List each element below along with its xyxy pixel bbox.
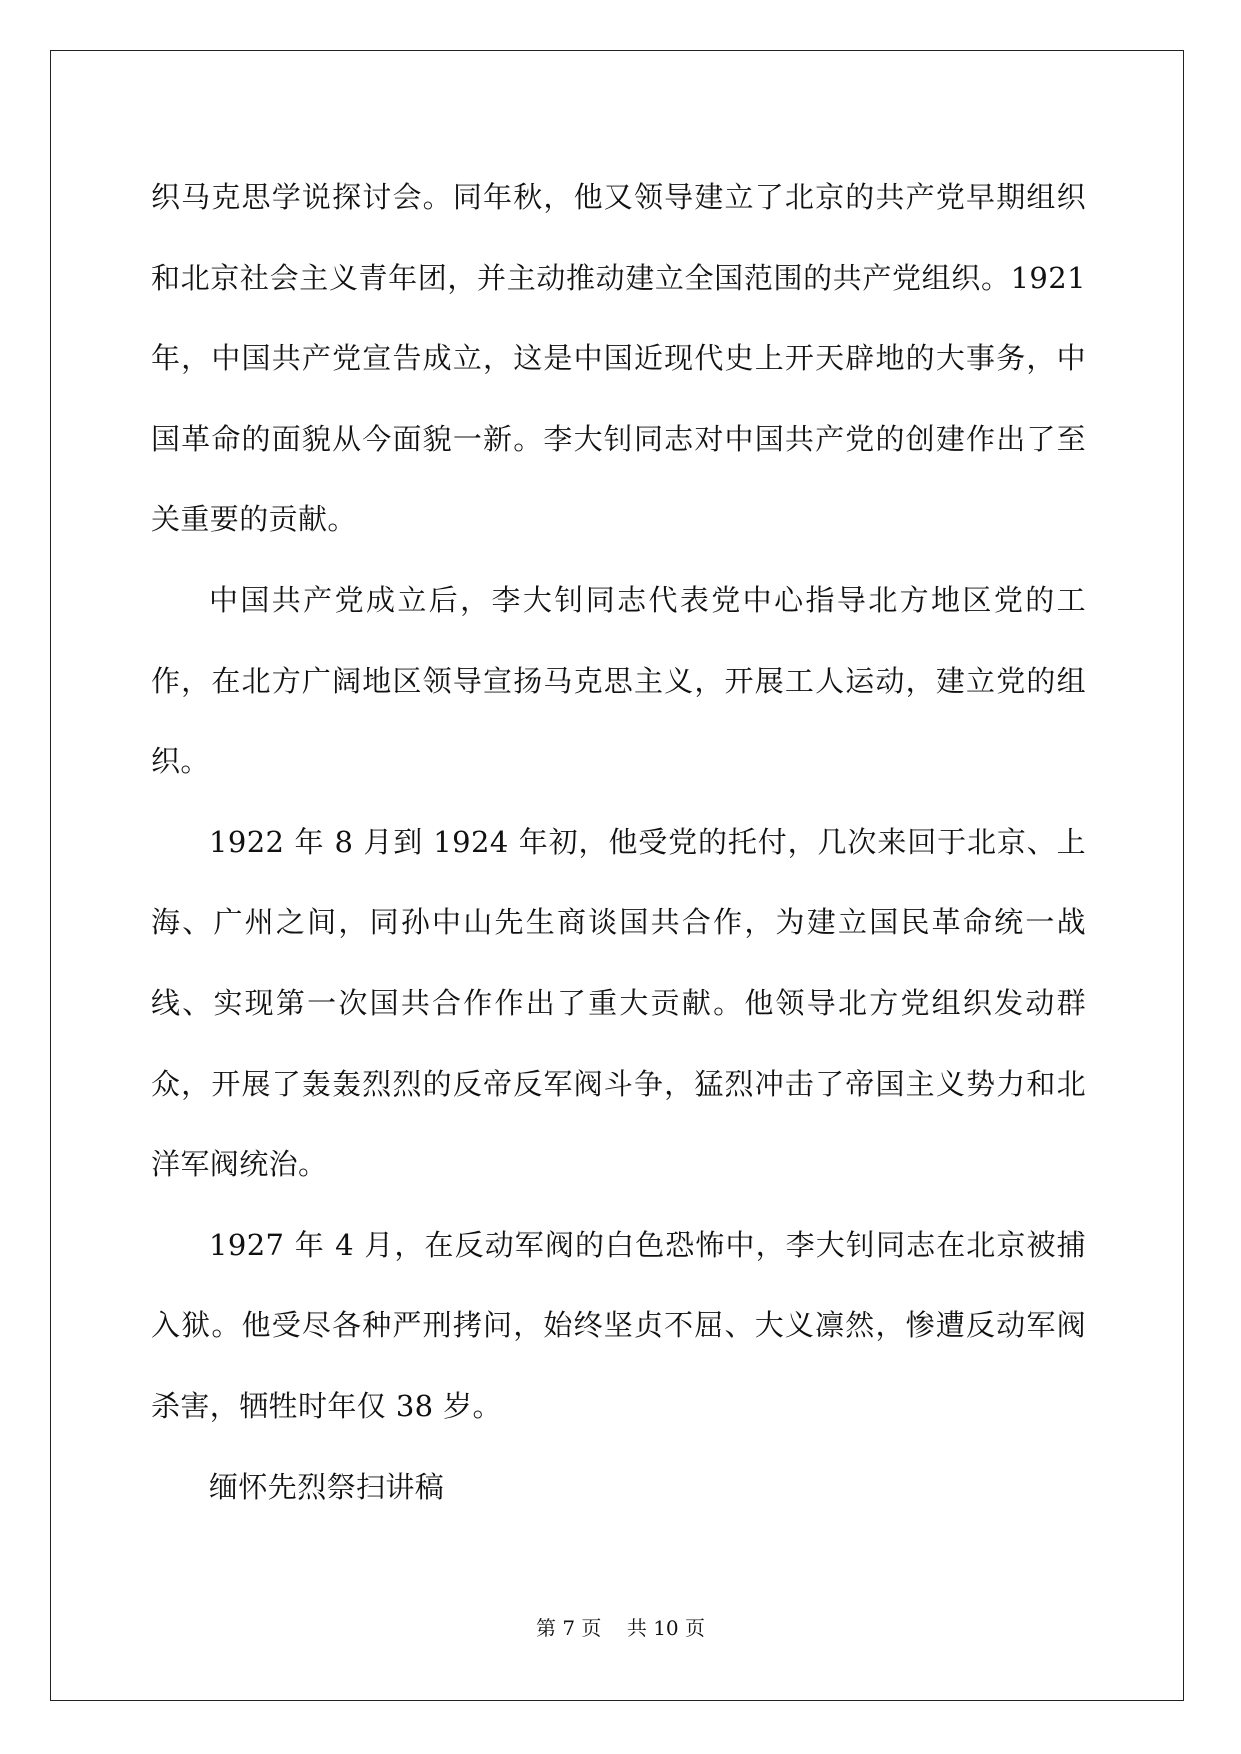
- page-footer: [0, 1612, 1241, 1641]
- paragraph-2: 中国共产党成立后，李大钊同志代表党中心指导北方地区党的工作，在北方广阔地区领导宣扬马克思主义，开展工人运动，建立党的组织。: [151, 582, 1086, 779]
- paragraph-1: 织马克思学说探讨会。同年秋，他又领导建立了北京的共产党早期组织和北京社会主义青年团，并主动推动建立全国范围的共产党组织。1921 年，中国共产党宣告成立，这是中国近现代史上开天辟地的大事务，中国革命的面貌从今面貌一新。李大钊同志对中国共产党的创建作出了至关重要的贡献。: [151, 180, 1086, 537]
- document-body: [151, 157, 1086, 1527]
- paragraph-4: 1927 年 4 月，在反动军阀的白色恐怖中，李大钊同志在北京被捕入狱。他受尽各种严刑拷问，始终坚贞不屈、大义凛然，惨遭反动军阀杀害，牺牲时年仅 38 岁。: [151, 1227, 1086, 1423]
- page-number-label: 第 7 页 共 10 页: [535, 1616, 706, 1640]
- paragraph-3: 1922 年 8 月到 1924 年初，他受党的托付，几次来回于北京、上海、广州之间，同孙中山先生商谈国共合作，为建立国民革命统一战线、实现第一次国共合作作出了重大贡献。他领导北方党组织发动群众，开展了轰轰烈烈的反帝反军阀斗争，猛烈冲击了帝国主义势力和北洋军阀统治。: [151, 824, 1086, 1182]
- paragraph-5-heading: 缅怀先烈祭扫讲稿: [209, 1469, 445, 1504]
